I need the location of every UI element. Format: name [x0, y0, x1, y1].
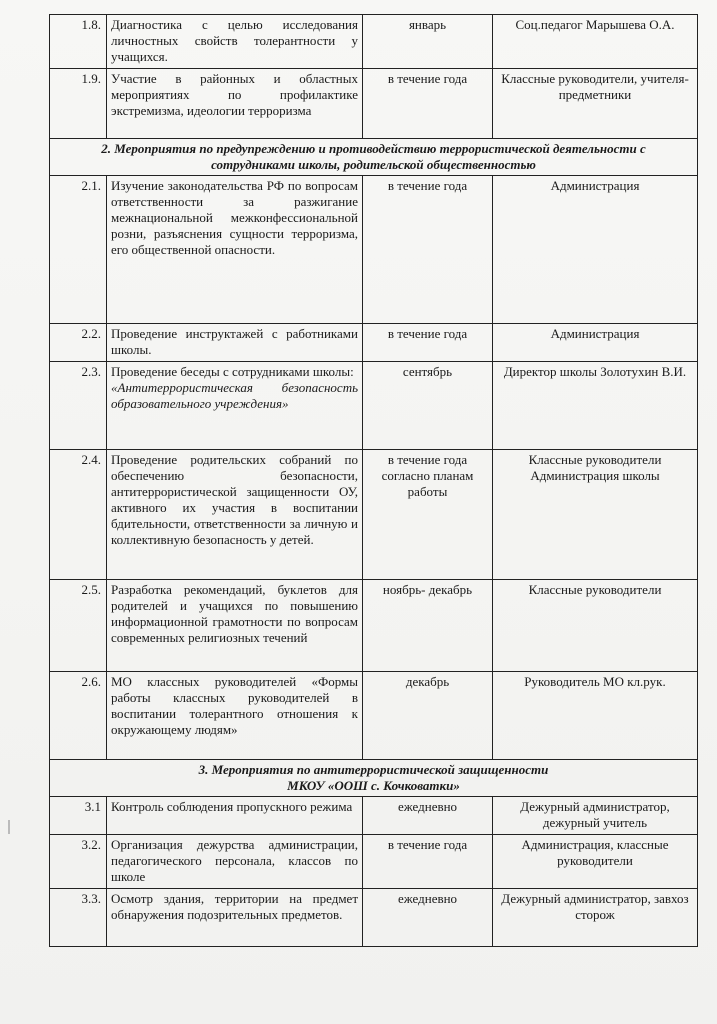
section-header-row: [50, 760, 698, 797]
section-2-line-2: сотрудниками школы, родительской общественностью: [211, 157, 536, 172]
row-number: 3.3.: [50, 889, 107, 947]
row-date: январь: [363, 15, 493, 69]
row-description: Диагностика с целью исследования личностных свойств толерантности у учащихся.: [107, 15, 363, 69]
table-row: [50, 15, 698, 69]
table-row: [50, 176, 698, 324]
section-3-line-2: МКОУ «ООШ с. Кочковатки»: [287, 778, 460, 793]
row-responsible: Руководитель МО кл.рук.: [493, 672, 698, 760]
table-row: [50, 362, 698, 450]
table-row: [50, 889, 698, 947]
row-description: Контроль соблюдения пропускного режима: [107, 797, 363, 835]
row-description: Изучение законодательства РФ по вопросам ответственности за разжигание межнациональной межконфессиональной розни, разъяснения сущности терроризма, его общественной опасности.: [107, 176, 363, 324]
table-row: [50, 324, 698, 362]
row-number: 2.6.: [50, 672, 107, 760]
row-responsible: Директор школы Золотухин В.И.: [493, 362, 698, 450]
scan-mark: [8, 820, 10, 834]
row-description: Проведение инструктажей с работниками школы.: [107, 324, 363, 362]
row-responsible: Соц.педагог Марышева О.А.: [493, 15, 698, 69]
table-row: [50, 450, 698, 580]
row-description: Организация дежурства администрации, педагогического персонала, классов по школе: [107, 835, 363, 889]
row-responsible: Классные руководители Администрация школы: [493, 450, 698, 580]
row-description: Участие в районных и областных мероприятиях по профилактике экстремизма, идеологии терроризма: [107, 69, 363, 139]
row-number: 2.4.: [50, 450, 107, 580]
table-row: [50, 580, 698, 672]
row-number: 2.2.: [50, 324, 107, 362]
row-date: в течение года согласно планам работы: [363, 450, 493, 580]
row-responsible: Дежурный администратор, завхоз сторож: [493, 889, 698, 947]
row-date: ноябрь- декабрь: [363, 580, 493, 672]
row-number: 1.9.: [50, 69, 107, 139]
row-description: Проведение родительских собраний по обеспечению безопасности, антитеррористической защищенности ОУ, активного их участия в воспитании бдительности, ответственности за личную и коллективную безопасность у детей.: [107, 450, 363, 580]
row-description: Осмотр здания, территории на предмет обнаружения подозрительных предметов.: [107, 889, 363, 947]
row-responsible: Дежурный администратор, дежурный учитель: [493, 797, 698, 835]
row-number: 3.1: [50, 797, 107, 835]
row-number: 3.2.: [50, 835, 107, 889]
row-description: МО классных руководителей «Формы работы классных руководителей в воспитании толерантного отношения к окружающему людям»: [107, 672, 363, 760]
row-date: в течение года: [363, 835, 493, 889]
row-responsible: Администрация: [493, 176, 698, 324]
table-row: [50, 672, 698, 760]
row-responsible: Администрация, классные руководители: [493, 835, 698, 889]
row-description-italic: «Антитеррористическая безопасность образовательного учреждения»: [111, 380, 358, 411]
row-date: ежедневно: [363, 889, 493, 947]
row-date: декабрь: [363, 672, 493, 760]
row-description-text: Проведение беседы с сотрудниками школы:: [111, 364, 354, 379]
section-header-row: [50, 139, 698, 176]
row-number: 1.8.: [50, 15, 107, 69]
row-responsible: Классные руководители, учителя- предметники: [493, 69, 698, 139]
section-3-title: [50, 760, 698, 797]
section-2-title: [50, 139, 698, 176]
plan-table: [49, 14, 698, 947]
row-date: ежедневно: [363, 797, 493, 835]
row-date: в течение года: [363, 69, 493, 139]
plan-table-wrapper: [49, 14, 697, 947]
row-number: 2.1.: [50, 176, 107, 324]
row-responsible: Классные руководители: [493, 580, 698, 672]
row-date: в течение года: [363, 176, 493, 324]
section-3-line-1: 3. Мероприятия по антитеррористической защищенности: [198, 762, 549, 777]
table-row: [50, 835, 698, 889]
row-date: сентябрь: [363, 362, 493, 450]
row-date: в течение года: [363, 324, 493, 362]
row-description: Разработка рекомендаций, буклетов для родителей и учащихся по повышению информационной грамотности по вопросам современных религиозных течений: [107, 580, 363, 672]
table-row: [50, 69, 698, 139]
section-2-line-1: 2. Мероприятия по предупреждению и противодействию террористической деятельности с: [101, 141, 646, 156]
row-number: 2.3.: [50, 362, 107, 450]
row-description: [107, 362, 363, 450]
row-number: 2.5.: [50, 580, 107, 672]
table-row: [50, 797, 698, 835]
row-responsible: Администрация: [493, 324, 698, 362]
